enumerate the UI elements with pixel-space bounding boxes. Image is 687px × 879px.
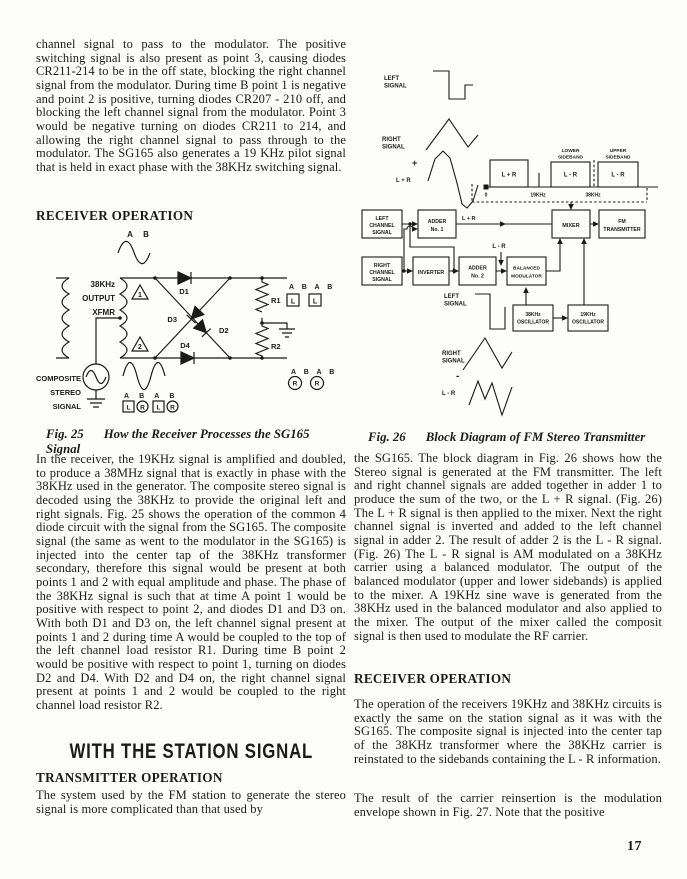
label-point2: 2 [138,344,142,351]
block-osc38 [513,305,553,331]
label-left-channel-1: LEFT [375,216,389,222]
label-adder1-2: No. 1 [430,227,444,233]
label-bottom-left-signal-1: LEFT [444,294,459,300]
label-bottom-left-signal-2: SIGNAL [444,301,467,308]
heading-transmitter-operation: TRANSMITTER OPERATION [36,770,223,785]
label-plus-sign: + [412,158,418,168]
label-left-signal-1: LEFT [384,76,399,82]
label-comp-r1: R [140,404,145,412]
label-right-channel-3: SIGNAL [372,277,392,283]
heading-receiver-operation-left: RECEIVER OPERATION [36,208,194,223]
fig26-caption [368,430,668,445]
label-circled-r1: R [292,380,298,388]
label-right-channel-2: CHANNEL [369,270,395,276]
l-plus-r-waveform [428,151,478,208]
sine-wave-top [118,241,150,263]
label-osc19-1: 19KHz [580,312,596,318]
generator-sine-glyph [86,371,106,384]
label-l-plus-r-wave: L + R [396,178,411,184]
resistor-r1-r2 [256,278,268,358]
label-minus-sign: - [456,371,460,382]
label-inverter: INVERTER [417,270,445,276]
label-lower-sideband-2: SIDEBAND [557,155,584,161]
label-comp-l1: L [126,404,131,412]
label-upper-sideband-2: SIDEBAND [605,155,631,161]
bottom-right-signal-waveform [463,338,512,370]
label-xfmr-2: OUTPUT [82,294,115,303]
balmod-to-mixer-wire [546,244,560,271]
paragraph-station-transmitter: the SG165. The block diagram in Fig. 26 shows how the Stereo signal is generated at the FM transmitter. The left and right channel signals are added together in adder 1 to produce the sum of the two, or the L + R signal. (Fig. 26) The L + R signal is then applied to the mixer. Next the right channel signal is inverted and added to the left channel signal in adder 2. The result of adder 2 is the L - R signal. (Fig. 26) The L - R signal is AM modulated on a 38KHz carrier using a balanced modulator. The output of the balanced modulator (upper and lower sidebands) is applied to the mixer. A 19KHz sine wave is generated from the 38KHz used in the balanced modulator and also applied to the mixer. The output of the mixer called the composit signal is then used to modulate the RF carrier. [354,451,662,643]
transformer-primary-coil [62,278,69,358]
label-mixer: MIXER [562,223,580,229]
fig26-block-diagram [356,55,676,430]
label-r1: R1 [271,296,281,305]
paragraph-receiver-operation: In the receiver, the 19KHz signal is amplified and doubled, to produce a 38MHz signal that is exactly in phase with the 38KHz used in the generator. The composite stereo signal is decoded using the 38KHz to provide the original left and right signals. Fig. 25 shows the operation of the common 4 diode circuit with the signal from the SG165. The composite signal (the same as went to the modulator in the SG165) is injected into the center tap of the 38KHz transformer secondary, therefore this signal would be present at both points 1 and 2 with equal amplitude and phase. The phase of the 38KHz signal is such that at time A point 1 would be positive with respect to point 2, and diodes D1 and D3 on. With both D1 and D3 on, the left channel signal present at points 1 and 2 during time A would be coupled to the top of the left channel load resistor R1. During time B point 2 would be positive with respect to point 1, turning on diodes D2 and D4. With D2 and D4 on, the right channel signal present at points 1 and 2 would be coupled to the right channel load resistor R2. [36,452,346,712]
label-bottom-abab: A B A B [291,369,338,376]
label-left-signal-2: SIGNAL [384,83,407,90]
label-right-channel-1: RIGHT [373,263,391,269]
label-comp-r2: R [170,404,175,412]
diode-d1-symbol [178,272,191,284]
label-38khz: 38KHz [585,192,601,199]
label-boxed-l1: L [290,298,296,306]
composite-sine-wave [123,363,165,390]
label-wave-a: A [127,230,133,239]
ground-symbol-right [262,323,295,337]
paragraph-transmitter: The system used by the FM station to generate the stereo signal is more complicated than that used by [36,788,346,816]
label-fm-transmitter-2: TRANSMITTER [603,227,641,233]
fig25-caption-label: Fig. 25 [46,427,84,441]
label-zero: 0 [484,192,488,199]
label-comp-abab: A B A B [124,393,179,400]
label-19khz: 19KHz [530,192,546,199]
label-osc38-1: 38KHz [525,312,541,318]
label-spectrum-box3: L - R [611,172,625,179]
label-d3: D3 [167,315,177,324]
label-upper-sideband-1: UPPER [609,149,627,154]
label-top-abab: A B A B [289,284,336,291]
label-adder2-1: ADDER [468,265,487,272]
heading-receiver-operation-right: RECEIVER OPERATION [354,671,512,686]
diode-d4-symbol [181,352,194,364]
label-boxed-l2: L [312,298,318,306]
label-xfmr-1: 38KHz [90,280,115,289]
label-balanced-modulator-2: MODULATOR [511,274,542,280]
station-heading-wrap [36,740,346,764]
fig26-lines [362,71,658,415]
label-fm-transmitter-1: FM [618,219,626,225]
label-d1: D1 [179,287,189,296]
paragraph-switching-signal: channel signal to pass to the modulator. The positive switching signal is also present as point 3, causing diodes CR211-214 to be in the off state, blocking the right channel signal from the modulator. During time B point 1 is negative and point 2 is positive, turning diodes CR207 - 210 off, and blocking the left channel signal from the modulator. Point 3 would be negative turning on diodes CR211 to 214, and allowing the right channel signal to pass through to the modulator. The SG165 also generates a 19 KHz pilot signal that is held in exact phase with the 38KHz switching signal. [36,37,346,174]
label-d2: D2 [219,326,229,335]
label-right-signal-2: SIGNAL [382,144,405,151]
label-adder1-1: ADDER [427,219,447,225]
label-point1: 1 [138,292,142,299]
label-bottom-l-minus-r: L - R [442,391,456,397]
fig26-caption-title: Block Diagram of FM Stereo Transmitter [425,430,646,444]
label-adder2-2: No. 2 [471,273,484,280]
label-d4: D4 [180,341,190,350]
label-balanced-modulator-1: BALANCED [513,266,540,272]
label-left-channel-2: CHANNEL [369,223,395,229]
label-osc19-2: OSCILLATOR [571,319,605,326]
label-spectrum-box1: L + R [501,172,517,179]
label-right-signal-1: RIGHT [382,137,401,143]
paragraph-station-receiver: The operation of the receivers 19KHz and 38KHz circuits is exactly the same on the station signal as it was with the SG165. The composite signal is injected into the center tap of the 38KHz transformer where the 38KHz carrier is reinstated to the sidebands containing the L - R information. [354,697,662,766]
label-stereo: STEREO [50,388,81,397]
right-to-adder1-wire [404,226,413,271]
label-spectrum-box2: L - R [563,172,578,179]
label-lower-sideband-1: LOWER [561,149,580,154]
label-comp-l2: L [156,404,161,412]
right-signal-waveform [426,119,478,150]
label-composite: COMPOSITE [35,374,81,383]
label-bottom-right-signal-2: SIGNAL [442,358,465,365]
center-tap-wire [96,318,120,364]
fig26-caption-label: Fig. 26 [368,430,406,444]
page-number: 17 [627,839,642,854]
fig25-caption-title: How the Receiver Processes the SG165 Signal [46,427,310,456]
label-wave-b: B [143,230,149,239]
label-mod-l-minus-r: L - R [492,244,506,250]
spectrum-origin-dot [484,185,489,190]
label-signal: SIGNAL [52,402,81,411]
block-osc19 [568,305,608,331]
label-r2: R2 [271,342,281,351]
fig25-circuit-diagram [25,226,350,426]
label-xfmr-3: XFMR [92,308,115,317]
label-left-channel-3: SIGNAL [372,230,392,236]
bottom-l-minus-r-waveform [469,381,512,415]
bottom-left-signal-waveform [475,294,505,329]
label-circled-r2: R [314,380,320,388]
label-osc38-2: OSCILLATOR [516,319,550,326]
heading-with-the-station-signal: WITH THE STATION SIGNAL [69,740,313,763]
fig25-wiring [56,241,324,412]
paragraph-carrier-reinsertion: The result of the carrier reinsertion is the modulation envelope shown in Fig. 27. Note that the positive [354,791,662,819]
left-signal-waveform [433,71,473,99]
ground-symbol-left [87,390,105,407]
label-wire-l-plus-r: L + R [462,216,476,222]
label-bottom-right-signal-1: RIGHT [442,351,461,357]
